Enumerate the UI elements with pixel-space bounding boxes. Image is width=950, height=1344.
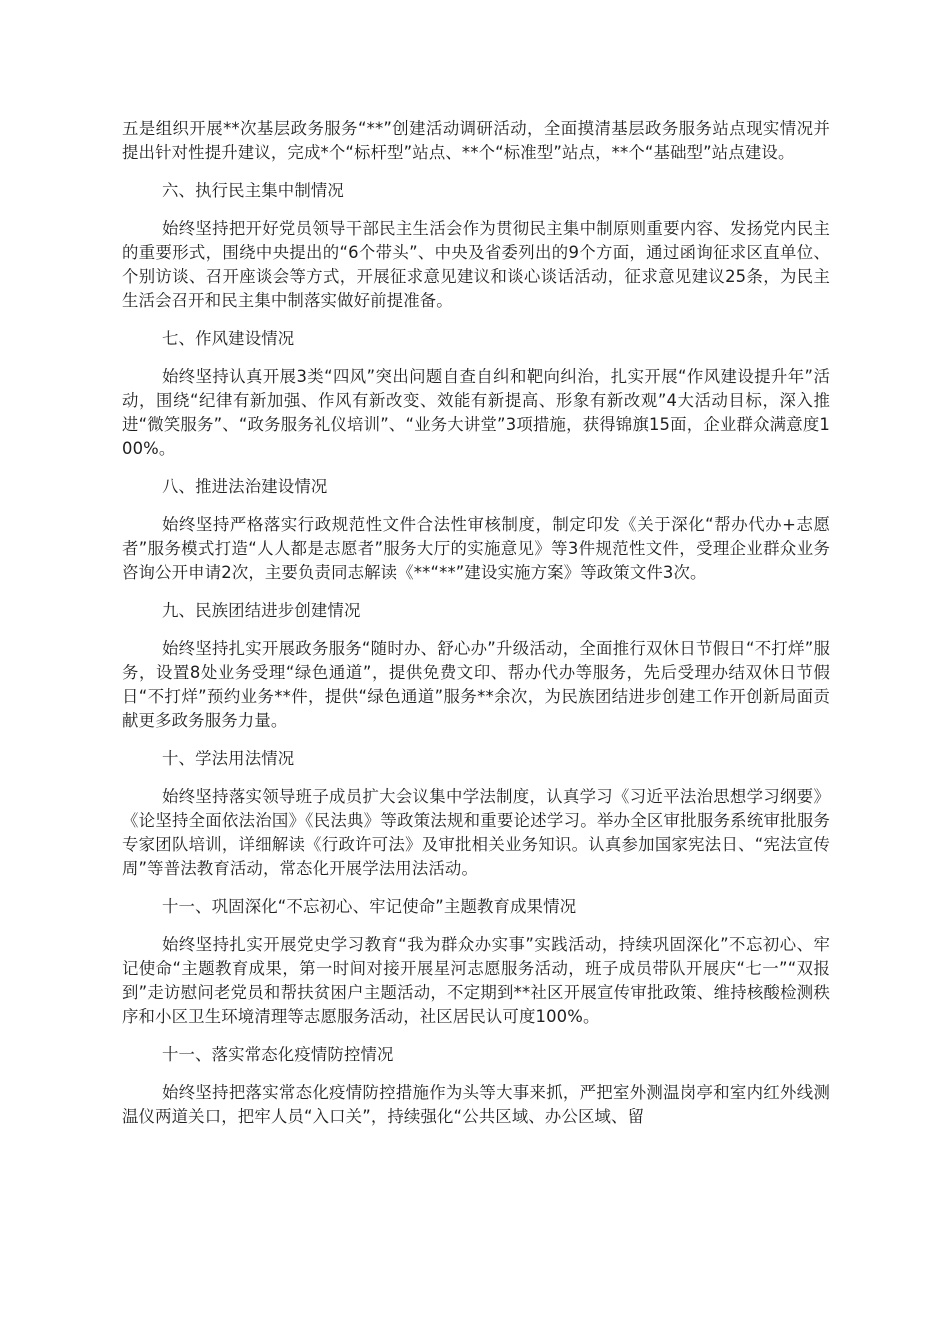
paragraph-section-8: 始终坚持严格落实行政规范性文件合法性审核制度，制定印发《关于深化“帮办代办+志愿者”服务模式打造“人人都是志愿者”服务大厅的实施意见》等3件规范性文件，受理企业群众业务咨询公开申请2次，主要负责同志解读《**“**”建设实施方案》等政策文件3次。 xyxy=(122,515,830,582)
heading-section-11-epidemic: 十一、落实常态化疫情防控情况 xyxy=(162,1045,394,1064)
paragraph-section-7: 始终坚持认真开展3类“四风”突出问题自查自纠和靶向纠治，扎实开展“作风建设提升年”活动，围绕“纪律有新加强、作风有新改变、效能有新提高、形象有新改观”4大活动目标，深入推进“微笑服务”、“政务服务礼仪培训”、“业务大讲堂”3项措施，获得锦旗15面，企业群众满意度100%。 xyxy=(122,367,830,458)
paragraph-section-9: 始终坚持扎实开展政务服务“随时办、舒心办”升级活动，全面推行双休日节假日“不打烊”服务，设置8处业务受理“绿色通道”，提供免费文印、帮办代办等服务，先后受理办结双休日节假日“不打烊”预约业务**件，提供“绿色通道”服务**余次，为民族团结进步创建工作开创新局面贡献更多政务服务力量。 xyxy=(122,639,830,730)
heading-section-9: 九、民族团结进步创建情况 xyxy=(162,601,361,620)
paragraph-section-10: 始终坚持落实领导班子成员扩大会议集中学法制度，认真学习《习近平法治思想学习纲要》《论坚持全面依法治国》《民法典》等政策法规和重要论述学习。举办全区审批服务系统审批服务专家团队培训，详细解读《行政许可法》及审批相关业务知识。认真参加国家宪法日、“宪法宣传周”等普法教育活动，常态化开展学法用法活动。 xyxy=(122,787,830,878)
heading-section-8: 八、推进法治建设情况 xyxy=(162,477,328,496)
paragraph-section-11-epidemic: 始终坚持把落实常态化疫情防控措施作为头等大事来抓，严把室外测温岗亭和室内红外线测温仪两道关口，把牢人员“入口关”，持续强化“公共区域、办公区域、留 xyxy=(122,1083,830,1126)
heading-section-10: 十、学法用法情况 xyxy=(162,749,295,768)
paragraph-5-continued: 五是组织开展**次基层政务服务“**”创建活动调研活动，全面摸清基层政务服务站点现实情况并提出针对性提升建议，完成*个“标杆型”站点、**个“标准型”站点，**个“基础型”站点建设。 xyxy=(122,119,830,162)
paragraph-section-6: 始终坚持把开好党员领导干部民主生活会作为贯彻民主集中制原则重要内容、发扬党内民主的重要形式，围绕中央提出的“6个带头”、中央及省委列出的9个方面，通过函询征求区直单位、个别访谈、召开座谈会等方式，开展征求意见建议和谈心谈话活动，征求意见建议25条，为民主生活会召开和民主集中制落实做好前提准备。 xyxy=(122,219,830,310)
document-body xyxy=(122,117,830,1143)
heading-section-7: 七、作风建设情况 xyxy=(162,329,295,348)
paragraph-section-11-education: 始终坚持扎实开展党史学习教育“我为群众办实事”实践活动，持续巩固深化”不忘初心、牢记使命“主题教育成果，第一时间对接开展星河志愿服务活动，班子成员带队开展庆“七一”“双报到”走访慰问老党员和帮扶贫困户主题活动，不定期到**社区开展宣传审批政策、维持核酸检测秩序和小区卫生环境清理等志愿服务活动，社区居民认可度100%。 xyxy=(122,935,830,1026)
heading-section-6: 六、执行民主集中制情况 xyxy=(162,181,344,200)
heading-section-11-education: 十一、巩固深化“不忘初心、牢记使命”主题教育成果情况 xyxy=(162,897,577,916)
